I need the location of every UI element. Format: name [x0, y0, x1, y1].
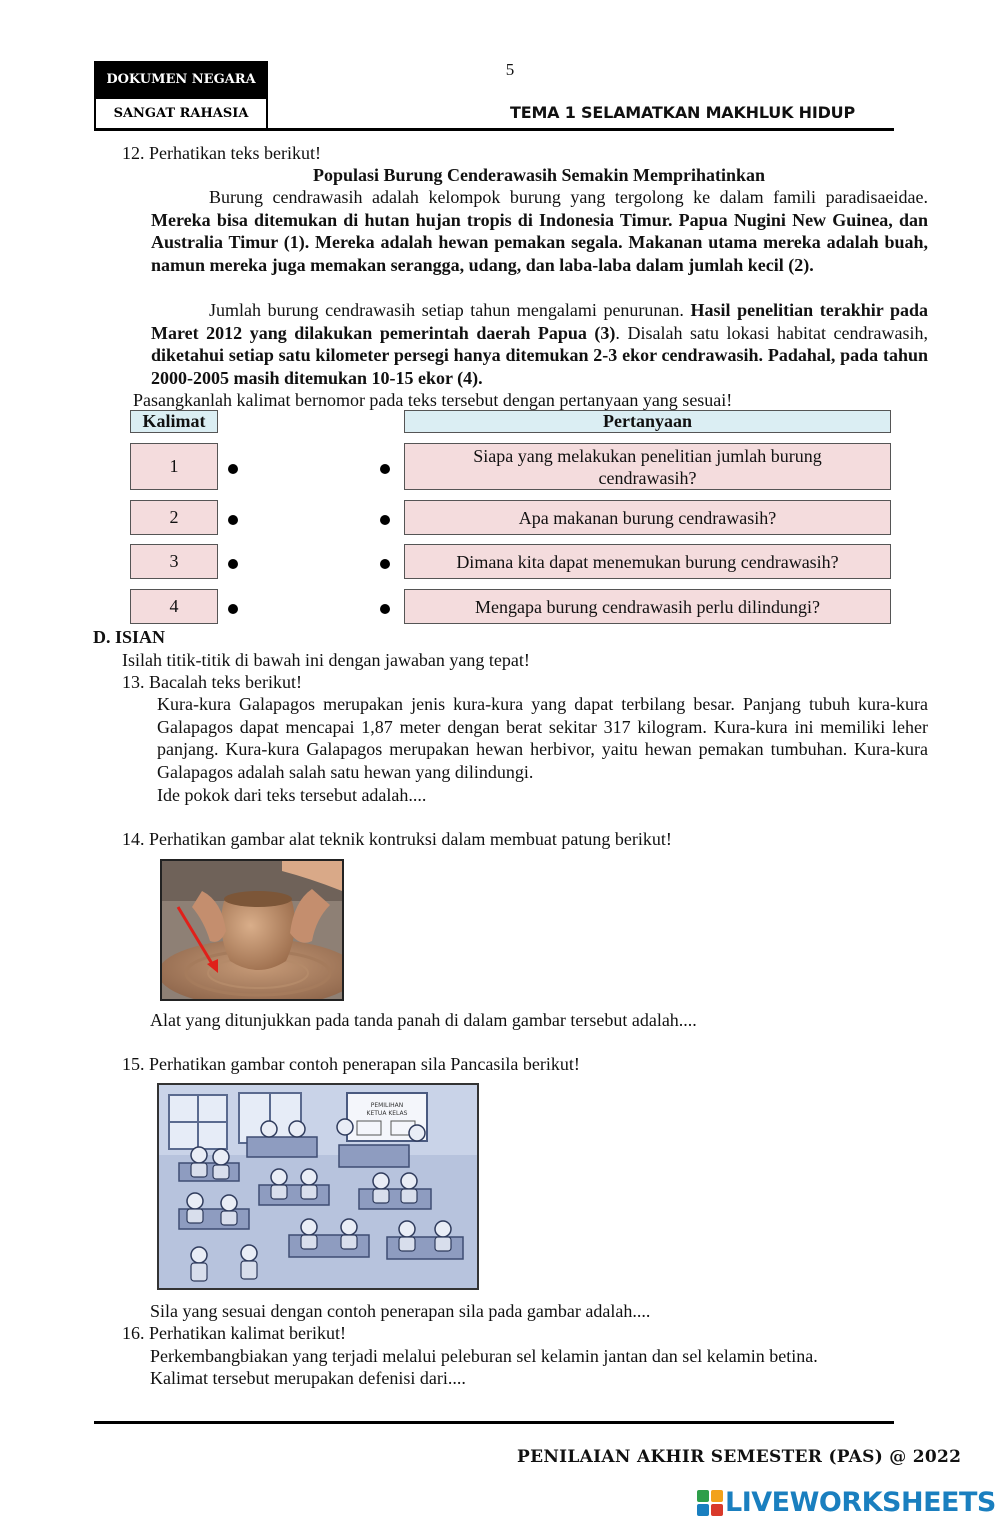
q12-p2-plain-a: Jumlah burung cendrawasih setiap tahun mengalami penurunan. — [209, 300, 691, 320]
q16-question: Kalimat tersebut merupakan defenisi dari.... — [150, 1368, 466, 1388]
liveworksheets-wordmark: LIVEWORKSHEETS — [725, 1487, 996, 1518]
q15-question: Sila yang sesuai dengan contoh penerapan sila pada gambar adalah.... — [150, 1301, 651, 1321]
match-dot-left-4[interactable] — [228, 604, 238, 614]
match-dot-left-3[interactable] — [228, 559, 238, 569]
q12-p1-bold: Mereka bisa ditemukan di hutan hujan tropis di Indonesia Timur. Papua Nugini New Guinea, dan Australia Timur (1). Mereka adalah hewan pemakan segala. Makanan utama mereka adalah buah, namun mereka juga memakan serangga, udang, dan laba-laba dalam jumlah kecil (2). — [151, 209, 928, 275]
kalimat-cell-4[interactable]: 4 — [130, 589, 218, 624]
pertanyaan-cell-1[interactable]: Siapa yang melakukan penelitian jumlah burung cendrawasih? — [404, 443, 891, 490]
match-dot-right-2[interactable] — [380, 515, 390, 525]
header-divider — [94, 128, 894, 131]
classroom-illustration — [159, 1085, 477, 1288]
pertanyaan-cell-3[interactable]: Dimana kita dapat menemukan burung cendrawasih? — [404, 544, 891, 579]
q12-paragraph-2 — [151, 299, 928, 389]
board-text-1: PEMILIHAN — [370, 1102, 404, 1109]
doc-label-negara: DOKUMEN NEGARA — [94, 61, 268, 97]
q13-question: Ide pokok dari teks tersebut adalah.... — [157, 785, 427, 805]
q12-paragraph-1 — [151, 186, 928, 276]
col-header-kalimat: Kalimat — [130, 410, 218, 433]
classroom-image — [157, 1083, 479, 1290]
q13-prompt: 13. Bacalah teks berikut! — [122, 672, 302, 692]
match-dot-left-1[interactable] — [228, 464, 238, 474]
q14-prompt: 14. Perhatikan gambar alat teknik kontruksi dalam membuat patung berikut! — [122, 829, 672, 849]
match-dot-right-3[interactable] — [380, 559, 390, 569]
match-dot-right-4[interactable] — [380, 604, 390, 614]
kalimat-cell-2[interactable]: 2 — [130, 500, 218, 535]
pottery-illustration — [162, 861, 342, 999]
q12-p2-bold-b: diketahui setiap satu kilometer persegi hanya ditemukan 2-3 ekor cendrawasih. Padahal, pada tahun 2000-2005 masih ditemukan 10-15 ekor (4). — [151, 345, 928, 388]
q12-instruction: Pasangkanlah kalimat bernomor pada teks tersebut dengan pertanyaan yang sesuai! — [133, 390, 733, 410]
board-text-2: KETUA KELAS — [366, 1110, 408, 1117]
col-header-pertanyaan: Pertanyaan — [404, 410, 891, 433]
kalimat-cell-1[interactable]: 1 — [130, 443, 218, 490]
q12-prompt: 12. Perhatikan teks berikut! — [122, 143, 321, 163]
page-number: 5 — [505, 60, 515, 79]
footer-divider — [94, 1421, 894, 1424]
match-dot-right-1[interactable] — [380, 464, 390, 474]
q14-question: Alat yang ditunjukkan pada tanda panah di dalam gambar tersebut adalah.... — [150, 1010, 697, 1030]
liveworksheets-logo — [697, 1487, 996, 1518]
kalimat-cell-3[interactable]: 3 — [130, 544, 218, 579]
doc-label-rahasia: SANGAT RAHASIA — [94, 97, 268, 130]
q16-sentence: Perkembangbiakan yang terjadi melalui peleburan sel kelamin jantan dan sel kelamin betina. — [150, 1346, 818, 1366]
footer-text: PENILAIAN AKHIR SEMESTER (PAS) @ 2022 — [517, 1447, 962, 1467]
section-d-instruction: Isilah titik-titik di bawah ini dengan jawaban yang tepat! — [122, 650, 530, 670]
pottery-wheel-image — [160, 859, 344, 1001]
q13-text: Kura-kura Galapagos merupakan jenis kura-kura yang dapat terbilang besar. Panjang tubuh kura-kura Galapagos dapat mencapai 1,87 meter dengan berat sekitar 317 kilogram. Kura-kura ini memiliki leher panjang. Kura-kura Galapagos merupakan hewan herbivor, yaitu hewan pemakan tumbuhan. Kura-kura Galapagos adalah salah satu hewan yang dilindungi. — [157, 694, 928, 782]
q12-title: Populasi Burung Cenderawasih Semakin Memprihatinkan — [312, 165, 766, 185]
section-d-heading: D. ISIAN — [93, 627, 166, 647]
match-dot-left-2[interactable] — [228, 515, 238, 525]
q12-p2-bold-a: Hasil penelitian terakhir pada Maret 2012 yang dilakukan pemerintah daerah Papua (3) — [151, 300, 928, 343]
theme-title: TEMA 1 SELAMATKAN MAKHLUK HIDUP — [510, 103, 855, 122]
liveworksheets-icon — [697, 1490, 723, 1516]
q16-prompt: 16. Perhatikan kalimat berikut! — [122, 1323, 346, 1343]
q12-p1-plain: Burung cendrawasih adalah kelompok burung yang tergolong ke dalam famili paradisaeidae. — [209, 187, 928, 207]
q12-p2-plain-b: . Disalah satu lokasi habitat cendrawasih, — [615, 322, 928, 343]
q15-prompt: 15. Perhatikan gambar contoh penerapan sila Pancasila berikut! — [122, 1054, 580, 1074]
pertanyaan-cell-2[interactable]: Apa makanan burung cendrawasih? — [404, 500, 891, 535]
pertanyaan-cell-4[interactable]: Mengapa burung cendrawasih perlu dilindungi? — [404, 589, 891, 624]
